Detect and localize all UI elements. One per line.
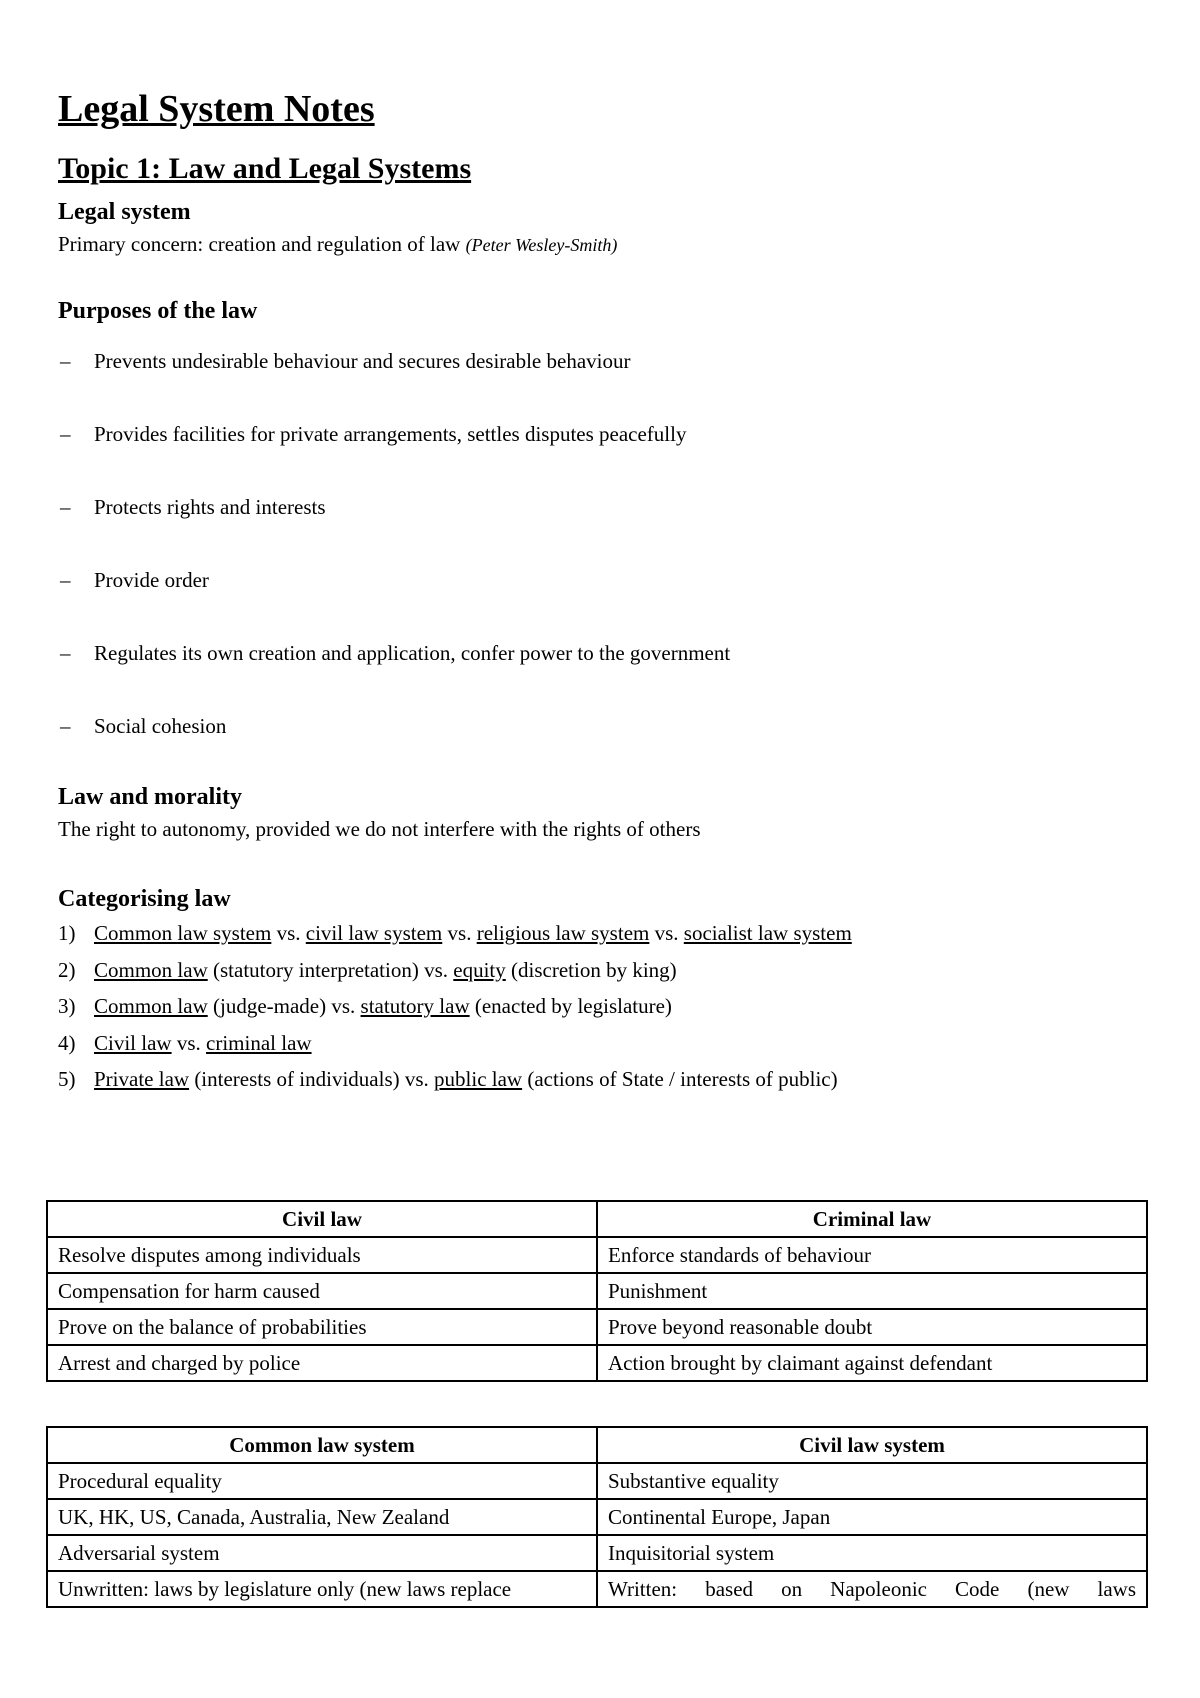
morality-heading: Law and morality <box>58 784 243 810</box>
category-item <box>58 988 1148 1025</box>
category-term: Common law <box>94 994 208 1018</box>
table-row <box>47 1345 1147 1381</box>
category-term: civil law system <box>305 921 443 945</box>
category-item <box>58 1025 1148 1062</box>
legal-system-citation: (Peter Wesley-Smith) <box>465 235 618 255</box>
purposes-list <box>58 345 1148 783</box>
category-term: socialist law system <box>683 921 852 945</box>
column-header-civil-law: Civil law <box>47 1201 597 1237</box>
purpose-item <box>58 637 1148 710</box>
category-text: (actions of State / interests of public) <box>522 1067 838 1091</box>
category-text: vs. <box>271 921 306 945</box>
purposes-heading: Purposes of the law <box>58 298 258 324</box>
category-number: 3) <box>58 994 76 1018</box>
document-title: Legal System Notes <box>58 88 375 130</box>
table-row <box>47 1463 1147 1499</box>
table-row <box>47 1237 1147 1273</box>
category-item <box>58 915 1148 952</box>
civil-criminal-table <box>46 1200 1148 1382</box>
purpose-text: Social cohesion <box>94 714 227 738</box>
category-text: (interests of individuals) vs. <box>189 1067 435 1091</box>
table-cell: Inquisitorial system <box>597 1535 1147 1571</box>
purposes-section <box>58 295 1148 783</box>
legal-system-definition: Primary concern: creation and regulation of law <box>58 232 461 256</box>
bullet-dash: – <box>60 641 71 665</box>
morality-section <box>58 781 1148 845</box>
category-term: religious law system <box>476 921 650 945</box>
category-item <box>58 1061 1148 1098</box>
table-header-row <box>47 1201 1147 1237</box>
bullet-dash: – <box>60 422 71 446</box>
purpose-item <box>58 491 1148 564</box>
category-term: Common law <box>94 957 208 982</box>
category-number: 1) <box>58 921 76 945</box>
table-row <box>47 1535 1147 1571</box>
column-header-common-law-system: Common law system <box>47 1427 597 1463</box>
table-row <box>47 1571 1147 1607</box>
morality-text: The right to autonomy, provided we do not interfere with the rights of others <box>58 817 701 841</box>
purpose-text: Protects rights and interests <box>94 495 326 519</box>
category-text: vs. <box>171 1030 207 1055</box>
legal-system-heading: Legal system <box>58 199 191 225</box>
table-row <box>47 1309 1147 1345</box>
table-cell: Action brought by claimant against defendant <box>597 1345 1147 1381</box>
category-term: Private law <box>94 1067 190 1091</box>
table-cell: Enforce standards of behaviour <box>597 1237 1147 1273</box>
table-cell: Continental Europe, Japan <box>597 1499 1147 1535</box>
purpose-text: Provide order <box>94 568 209 592</box>
document-page <box>58 84 1148 1098</box>
category-term: statutory law <box>360 994 470 1018</box>
category-text: (statutory interpretation) vs. <box>207 957 454 982</box>
categorising-heading: Categorising law <box>58 886 231 912</box>
table-row <box>47 1273 1147 1309</box>
topic-title: Topic 1: Law and Legal Systems <box>58 152 472 185</box>
bullet-dash: – <box>60 349 71 373</box>
legal-system-section <box>58 196 1148 261</box>
category-term: equity <box>453 957 506 982</box>
category-text: (enacted by legislature) <box>469 994 672 1018</box>
purpose-text: Provides facilities for private arrangements, settles disputes peacefully <box>94 422 687 446</box>
category-text: (discretion by king) <box>505 957 677 982</box>
bullet-dash: – <box>60 568 71 592</box>
category-text: vs. <box>649 921 684 945</box>
bullet-dash: – <box>60 495 71 519</box>
table-row <box>47 1499 1147 1535</box>
category-term: Civil law <box>94 1030 172 1055</box>
bullet-dash: – <box>60 714 71 738</box>
category-term: public law <box>434 1067 523 1091</box>
category-number: 2) <box>58 957 76 982</box>
purpose-item <box>58 345 1148 418</box>
purpose-text: Prevents undesirable behaviour and secures desirable behaviour <box>94 349 631 373</box>
column-header-criminal-law: Criminal law <box>597 1201 1147 1237</box>
table-cell: Procedural equality <box>47 1463 597 1499</box>
table-cell: Resolve disputes among individuals <box>47 1237 597 1273</box>
purpose-item <box>58 710 1148 783</box>
table-cell: Punishment <box>597 1273 1147 1309</box>
table-cell: Compensation for harm caused <box>47 1273 597 1309</box>
table-cell: Written: based on Napoleonic Code (new laws <box>597 1571 1147 1607</box>
categorising-list <box>58 915 1148 1098</box>
table-cell: Substantive equality <box>597 1463 1147 1499</box>
category-number: 5) <box>58 1067 76 1091</box>
column-header-civil-law-system: Civil law system <box>597 1427 1147 1463</box>
category-text: (judge-made) vs. <box>207 994 361 1018</box>
legal-system-text <box>58 228 1148 261</box>
table-cell: Prove on the balance of probabilities <box>47 1309 597 1345</box>
table-cell: Unwritten: laws by legislature only (new laws replace <box>47 1571 597 1607</box>
purpose-item <box>58 418 1148 491</box>
category-number: 4) <box>58 1030 76 1055</box>
category-text: vs. <box>442 921 477 945</box>
category-term: Common law system <box>94 921 272 945</box>
table-header-row <box>47 1427 1147 1463</box>
purpose-item <box>58 564 1148 637</box>
legal-systems-table <box>46 1426 1148 1608</box>
purpose-text: Regulates its own creation and application, confer power to the government <box>94 641 731 665</box>
table-cell: Prove beyond reasonable doubt <box>597 1309 1147 1345</box>
categorising-section <box>58 883 1148 1098</box>
category-item <box>58 952 1148 989</box>
table-cell: Adversarial system <box>47 1535 597 1571</box>
category-term: criminal law <box>206 1030 312 1055</box>
table-cell: UK, HK, US, Canada, Australia, New Zealand <box>47 1499 597 1535</box>
table-cell: Arrest and charged by police <box>47 1345 597 1381</box>
